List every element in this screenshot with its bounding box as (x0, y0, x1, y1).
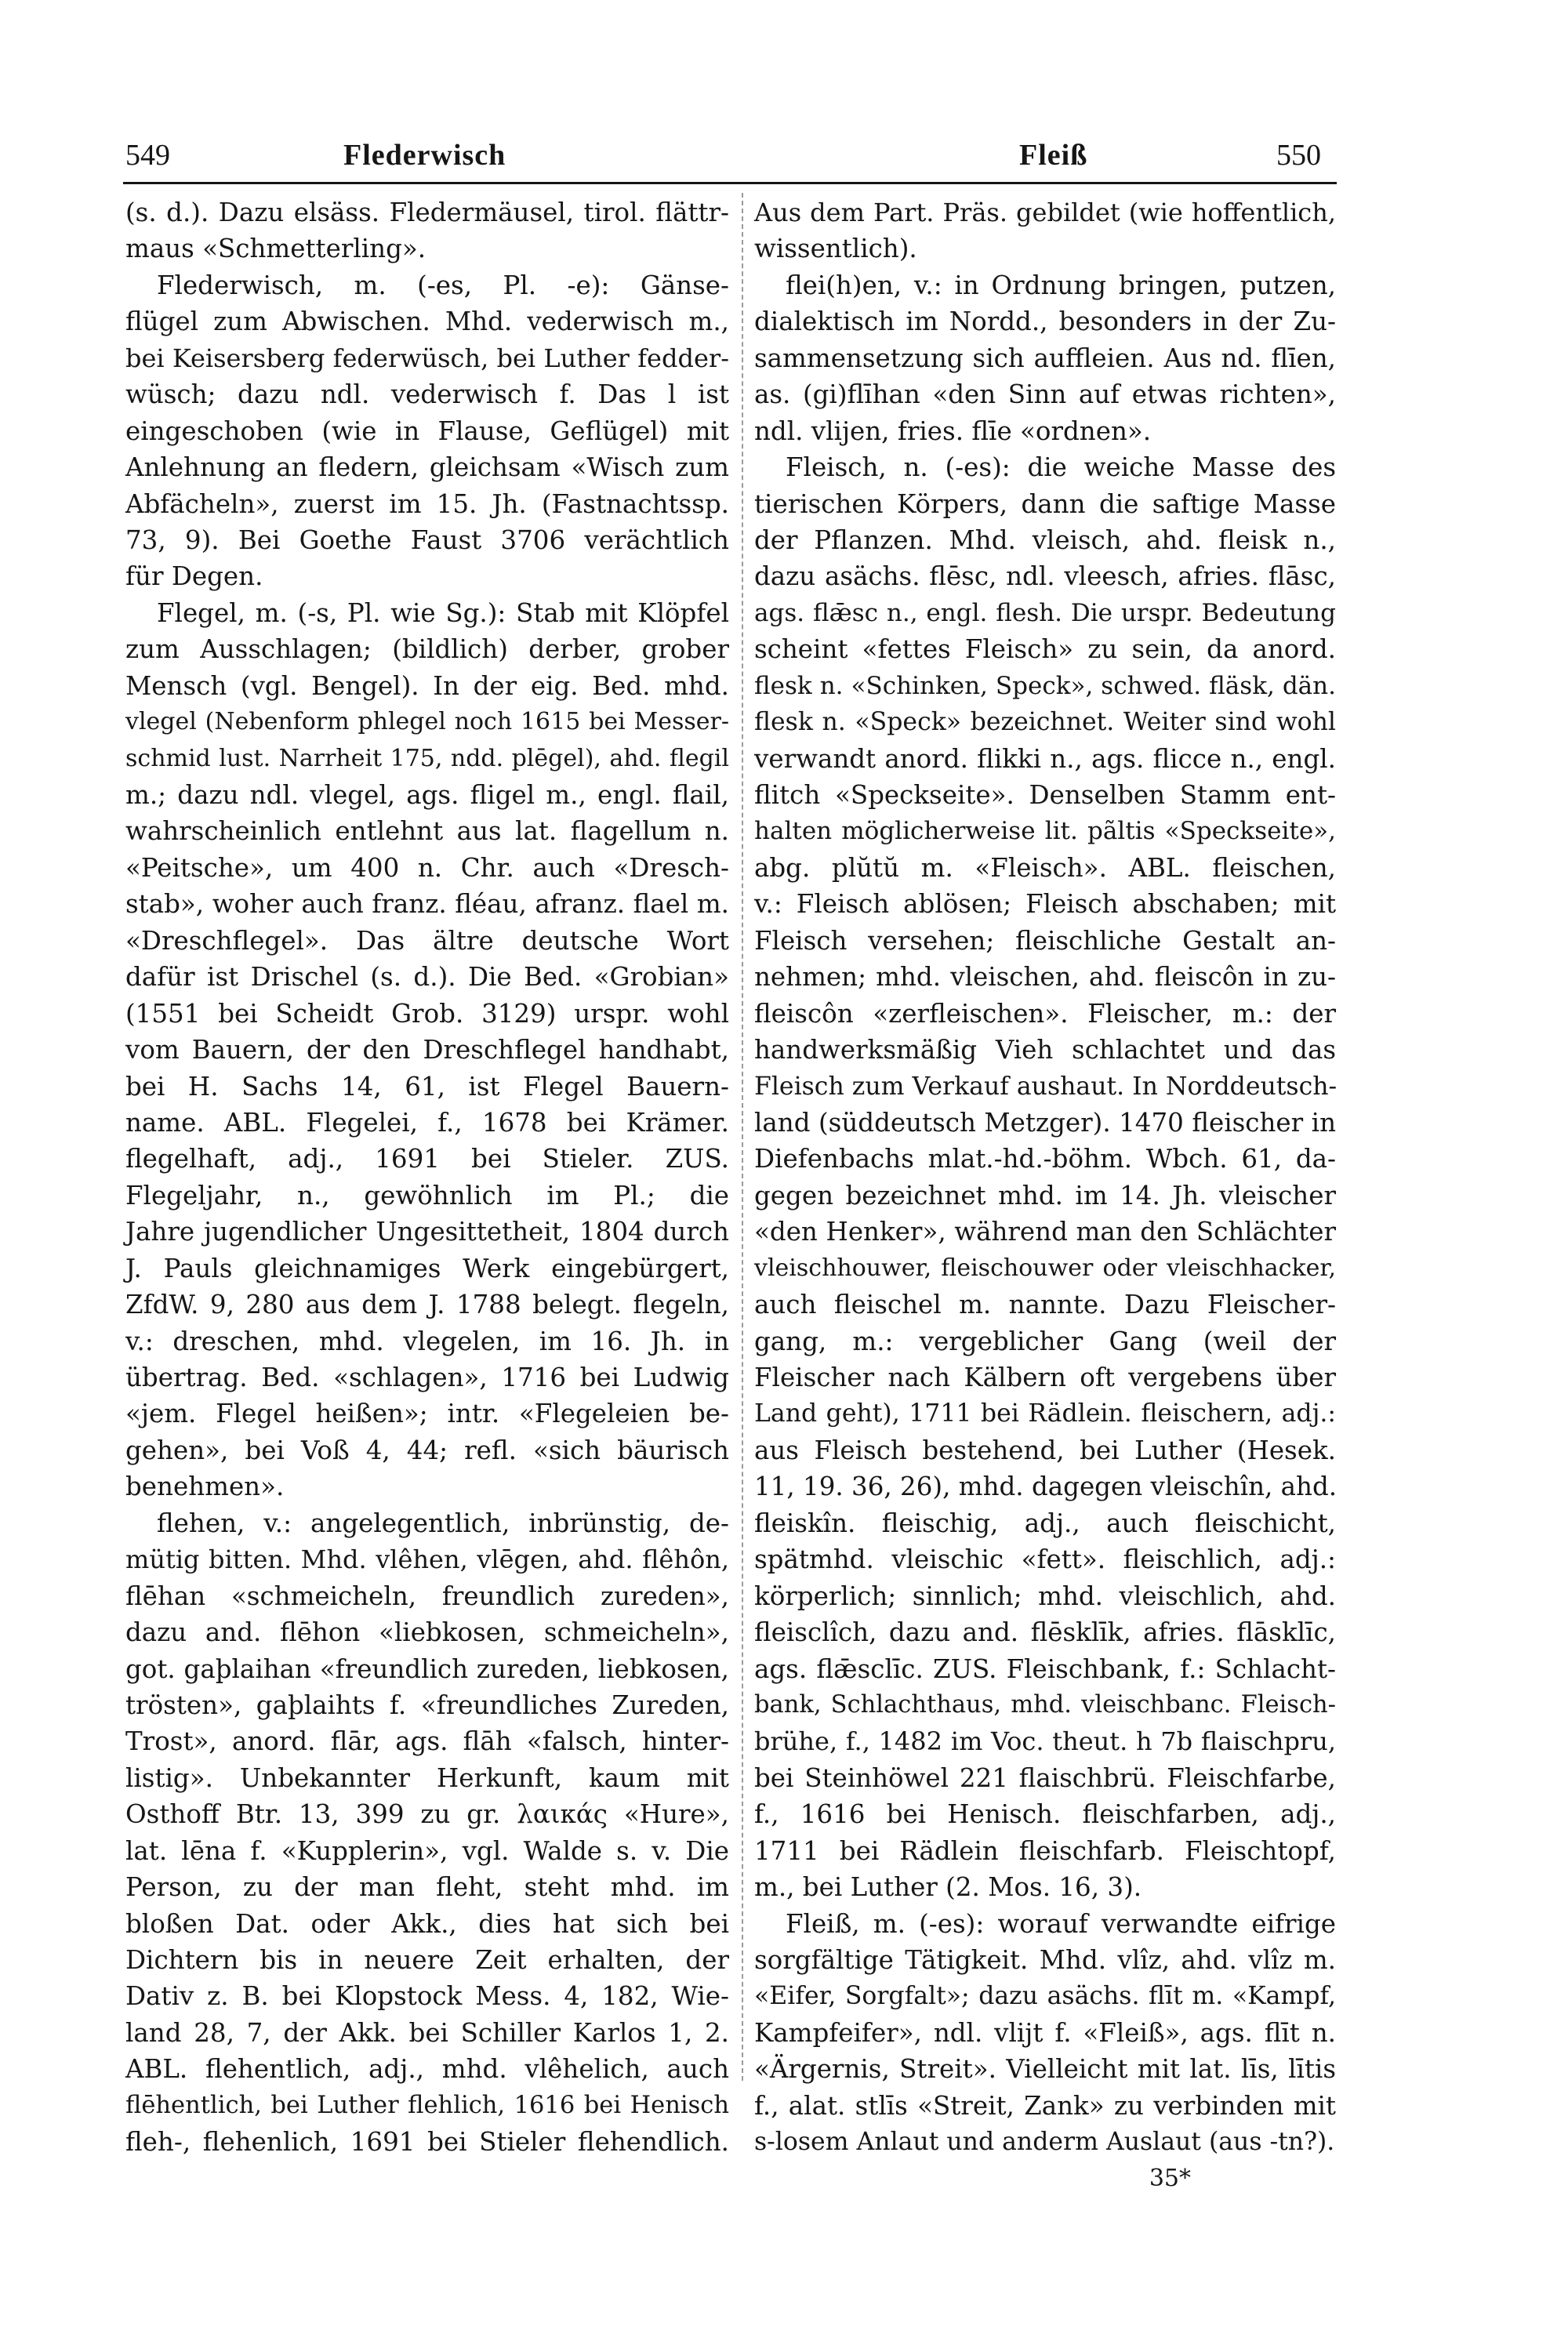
right-line: 11, 19. 36, 26), mhd. dagegen vleischîn, ahd. (754, 1472, 1338, 1502)
left-line: Abfächeln», zuerst im 15. Jh. (Fastnachtssp. (125, 488, 729, 519)
left-running-headword: Flederwisch (343, 139, 506, 172)
left-line: bei Keisersberg federwüsch, bei Luther fedder- (125, 343, 729, 373)
right-line: aus Fleisch bestehend, bei Luther (Hesek. (754, 1435, 1336, 1465)
entry-flehen: flehen, v.: angelegentlich, inbrünstig, de- (157, 1508, 729, 1538)
left-line: Dativ z. B. bei Klopstock Mess. 4, 182, Wie- (125, 1981, 729, 2012)
right-line: fleiscôn «zerfleischen». Fleischer, m.: der (754, 998, 1336, 1029)
left-line: flügel zum Abwischen. Mhd. vederwisch m., (125, 307, 729, 337)
right-line: f., 1616 bei Henisch. fleischfarben, adj., (754, 1799, 1336, 1830)
right-line: «den Henker», während man den Schlächter (754, 1217, 1336, 1247)
right-line: land (süddeutsch Metzger). 1470 fleischer in (754, 1107, 1336, 1138)
right-line: v.: Fleisch ablösen; Fleisch abschaben; mit (754, 889, 1336, 920)
right-line: dialektisch im Nordd., besonders in der Zu- (754, 307, 1336, 337)
right-column (754, 194, 1336, 2197)
left-line: trösten», gaþlaihts f. «freundliches Zureden, (125, 1690, 729, 1720)
left-line: eingeschoben (wie in Flause, Geflügel) mit (125, 416, 729, 446)
right-line: m., bei Luther (2. Mos. 16, 3). (754, 1872, 1142, 1903)
left-line: bei H. Sachs 14, 61, ist Flegel Bauern- (125, 1071, 729, 1102)
left-line: «jem. Flegel heißen»; intr. «Flegeleien be- (125, 1399, 729, 1429)
left-line: gehen», bei Voß 4, 44; refl. «sich bäurisch (125, 1435, 729, 1465)
left-column (125, 194, 729, 2161)
right-line: vleischhouwer, fleischouwer oder vleischhacker, (754, 1254, 1336, 1282)
left-page-number: 549 (125, 139, 170, 172)
left-line: flegelhaft, adj., 1691 bei Stieler. ZUS. (125, 1144, 729, 1174)
left-line: fleh-, flehenlich, 1691 bei Stieler flehendlich. (125, 2127, 729, 2158)
right-line: handwerksmäßig Vieh schlachtet und das (754, 1035, 1336, 1065)
left-line: J. Pauls gleichnamiges Werk eingebürgert, (125, 1253, 729, 1283)
right-line: verwandt anord. flikki n., ags. flicce n., engl. (754, 743, 1336, 774)
entry-flederwisch: Flederwisch, m. (-es, Pl. -e): Gänse- (157, 270, 729, 300)
right-line: der Pflanzen. Mhd. vleisch, ahd. fleisk n., (754, 524, 1336, 555)
right-line: Aus dem Part. Präs. gebildet (wie hoffentlich, (754, 198, 1336, 227)
right-line: 1711 bei Rädlein fleischfarb. Fleischtopf, (754, 1835, 1336, 1866)
left-line: lat. lēna f. «Kupplerin», vgl. Walde s. v. Die (125, 1835, 729, 1866)
right-line: «Ärgernis, Streit». Vielleicht mit lat. līs, lītis (754, 2054, 1336, 2085)
left-line: flēhan «schmeicheln, freundlich zureden», (125, 1581, 729, 1611)
left-line: Osthoff Btr. 13, 399 zu gr. λαικάς «Hure», (125, 1799, 729, 1830)
left-line: dazu and. flēhon «liebkosen, schmeicheln», (125, 1617, 729, 1648)
right-line: dazu asächs. flēsc, ndl. vleesch, afries. flāsc, (754, 561, 1336, 592)
right-line: wissentlich). (754, 234, 917, 264)
right-line: sorgfältige Tätigkeit. Mhd. vlîz, ahd. vlîz m. (754, 1945, 1336, 1975)
right-line: Land geht), 1711 bei Rädlein. fleischern, adj.: (754, 1399, 1336, 1428)
left-line: Dichtern bis in neuere Zeit erhalten, der (125, 1945, 729, 1975)
left-line: «Dreschflegel». Das ältre deutsche Wort (125, 925, 729, 956)
left-line: bloßen Dat. oder Akk., dies hat sich bei (125, 1908, 729, 1939)
left-line: übertrag. Bed. «schlagen», 1716 bei Ludwig (125, 1363, 729, 1392)
left-line: zum Ausschlagen; (bildlich) derber, grober (125, 634, 729, 665)
right-line: ndl. vlijen, fries. flīe «ordnen». (754, 416, 1152, 446)
left-line: name. ABL. Flegelei, f., 1678 bei Krämer. (125, 1107, 729, 1138)
right-line: fleiskîn. fleischig, adj., auch fleischicht, (754, 1508, 1336, 1538)
right-line: s-losem Anlaut und anderm Auslaut (aus -tn?). (754, 2128, 1335, 2157)
right-line: flesk n. «Schinken, Speck», schwed. fläsk, dän. (754, 671, 1336, 700)
right-line: as. (gi)flīhan «den Sinn auf etwas richten», (754, 379, 1336, 410)
right-line: halten möglicherweise lit. pãltis «Speckseite», (754, 817, 1336, 846)
right-line: tierischen Körpers, dann die saftige Masse (754, 488, 1336, 519)
right-line: nehmen; mhd. vleischen, ahd. fleiscôn in zu- (754, 962, 1336, 993)
entry-flegel: Flegel, m. (-s, Pl. wie Sg.): Stab mit Klöpfel (157, 597, 729, 628)
right-line: bank, Schlachthaus, mhd. vleischbanc. Fleisch- (754, 1690, 1336, 1719)
right-line: f., alat. stlīs «Streit, Zank» zu verbinden mit (754, 2090, 1336, 2121)
right-line: Fleisch zum Verkauf aushaut. In Norddeutsch- (754, 1072, 1338, 1101)
left-line: (s. d.). Dazu elsäss. Fledermäusel, tirol. flättr- (125, 198, 729, 227)
left-line: wüsch; dazu ndl. vederwisch f. Das l ist (125, 379, 729, 410)
right-line: fleisclîch, dazu and. flēsklīk, afries. flāsklīc, (754, 1617, 1336, 1648)
right-line: scheint «fettes Fleisch» zu sein, da anord. (754, 634, 1336, 665)
right-line: gegen bezeichnet mhd. im 14. Jh. vleischer (754, 1180, 1336, 1210)
right-running-headword: Fleiß (1019, 139, 1088, 172)
left-line: schmid lust. Narrheit 175, ndd. plēgel), ahd. flegil (125, 744, 729, 772)
left-line: ZfdW. 9, 280 aus dem J. 1788 belegt. flegeln, (125, 1290, 729, 1320)
header-rule (123, 182, 1337, 184)
right-line: bei Steinhöwel 221 flaischbrü. Fleischfarbe, (754, 1762, 1336, 1793)
right-line: abg. plŭtŭ m. «Fleisch». ABL. fleischen, (754, 852, 1336, 883)
left-line: benehmen». (125, 1472, 285, 1502)
left-line: Jahre jugendlicher Ungesittetheit, 1804 durch (125, 1217, 729, 1247)
entry-fleisch: Fleisch, n. (-es): die weiche Masse des (786, 452, 1336, 483)
left-line: vom Bauern, der den Dreschflegel handhabt, (125, 1035, 729, 1065)
left-line: flēhentlich, bei Luther flehlich, 1616 bei Henisch (125, 2091, 729, 2119)
right-line: brühe, f., 1482 im Voc. theut. h 7b flaischpru, (754, 1726, 1336, 1757)
left-line: «Peitsche», um 400 n. Chr. auch «Dresch- (125, 852, 729, 883)
right-line: spätmhd. vleischic «fett». fleischlich, adj.: (754, 1544, 1336, 1575)
left-line: got. gaþlaihan «freundlich zureden, liebkosen, (125, 1653, 729, 1684)
right-line: sammensetzung sich auffleien. Aus nd. flīen, (754, 343, 1336, 373)
left-line: mütig bitten. Mhd. vlêhen, vlēgen, ahd. flêhôn, (125, 1544, 729, 1575)
right-line: ags. flǣsc n., engl. flesh. Die urspr. Bedeutung (754, 598, 1336, 627)
left-line: (1551 bei Scheidt Grob. 3129) urspr. wohl (125, 998, 729, 1029)
right-line: ags. flǣsclīc. ZUS. Fleischbank, f.: Schlacht- (754, 1653, 1336, 1684)
left-line: listig». Unbekannter Herkunft, kaum mit (125, 1762, 729, 1793)
left-line: stab», woher auch franz. fléau, afranz. flael m. (125, 889, 729, 920)
left-line: maus «Schmetterling». (125, 234, 426, 264)
left-line: Mensch (vgl. Bengel). In der eig. Bed. mhd. (125, 670, 729, 701)
left-line: für Degen. (125, 561, 263, 592)
right-line: körperlich; sinnlich; mhd. vleischlich, ahd. (754, 1581, 1336, 1611)
entry-fleiss: Fleiß, m. (-es): worauf verwandte eifrige (786, 1908, 1336, 1939)
left-line: land 28, 7, der Akk. bei Schiller Karlos 1, 2. (125, 2017, 729, 2048)
entry-fleihen: flei(h)en, v.: in Ordnung bringen, putzen, (786, 270, 1336, 300)
right-line: flesk n. «Speck» bezeichnet. Weiter sind wohl (754, 708, 1336, 737)
left-line: wahrscheinlich entlehnt aus lat. flagellum n. (125, 816, 729, 847)
right-line: gang, m.: vergeblicher Gang (weil der (754, 1326, 1336, 1356)
left-line: vlegel (Nebenform phlegel noch 1615 bei Messer- (125, 708, 729, 736)
right-page-number: 550 (1276, 139, 1321, 172)
left-line: Trost», anord. flār, ags. flāh «falsch, hinter- (125, 1726, 729, 1757)
signature-mark: 35* (1149, 2164, 1191, 2192)
left-line: v.: dreschen, mhd. vlegelen, im 16. Jh. in (125, 1326, 729, 1356)
right-line: Kampfeifer», ndl. vlijt f. «Fleiß», ags. flīt n. (754, 2017, 1336, 2048)
left-line: 73, 9). Bei Goethe Faust 3706 verächtlich (125, 524, 729, 555)
right-line: flitch «Speckseite». Denselben Stamm ent- (754, 780, 1336, 810)
right-line: Fleischer nach Kälbern oft vergebens über (754, 1363, 1336, 1392)
left-line: Anlehnung an fledern, gleichsam «Wisch zum (125, 452, 729, 483)
left-line: dafür ist Drischel (s. d.). Die Bed. «Grobian» (125, 962, 729, 993)
page-header (0, 135, 1568, 176)
left-line: m.; dazu ndl. vlegel, ags. fligel m., engl. flail, (125, 780, 729, 810)
column-divider (742, 193, 743, 2081)
right-line: auch fleischel m. nannte. Dazu Fleischer- (754, 1290, 1336, 1320)
left-line: Person, zu der man fleht, steht mhd. im (125, 1872, 729, 1903)
right-line: «Eifer, Sorgfalt»; dazu asächs. flīt m. «Kampf, (754, 1982, 1336, 2011)
left-line: ABL. flehentlich, adj., mhd. vlêhelich, auch (125, 2054, 729, 2085)
right-line: Fleisch versehen; fleischliche Gestalt an- (754, 925, 1336, 956)
right-line: Diefenbachs mlat.-hd.-böhm. Wbch. 61, da- (754, 1144, 1336, 1174)
left-line: Flegeljahr, n., gewöhnlich im Pl.; die (125, 1180, 729, 1210)
